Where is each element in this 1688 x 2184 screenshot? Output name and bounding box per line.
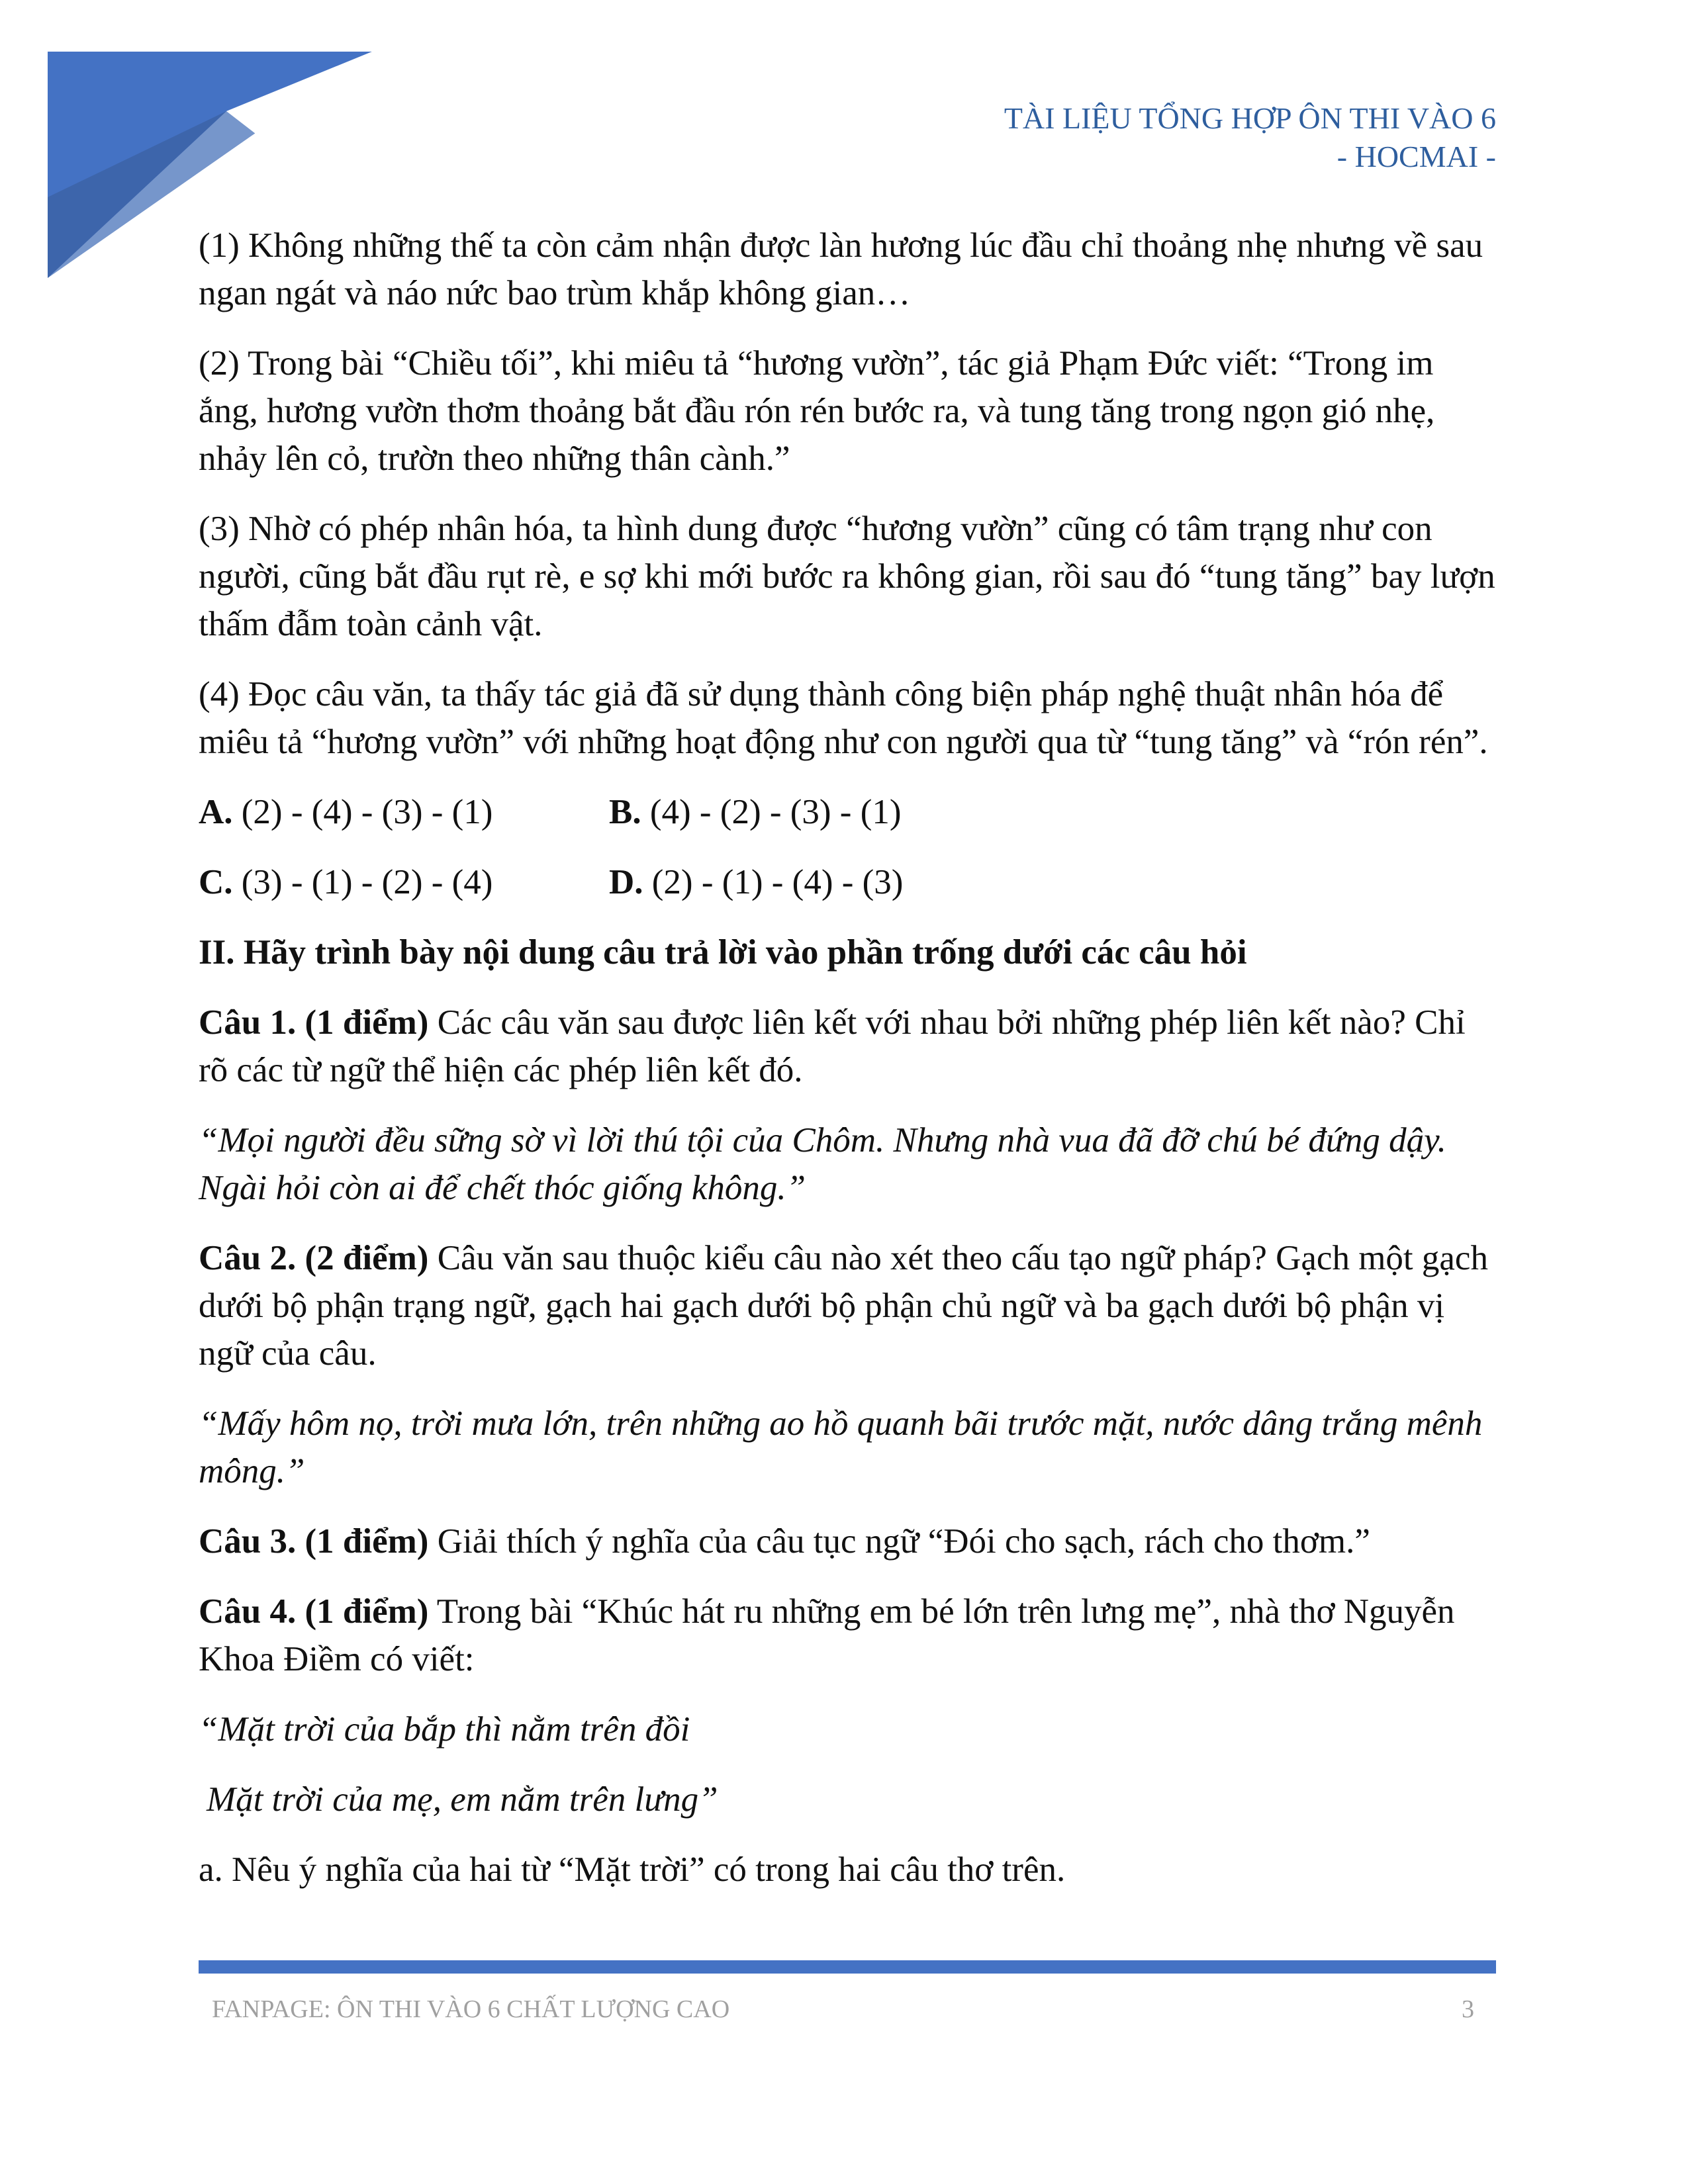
statement-2: (2) Trong bài “Chiều tối”, khi miêu tả “hương vườn”, tác giả Phạm Đức viết: “Trong im ắng, hương vườn thơm thoảng bắt đầu rón rén bước ra, và tung tăng trong ngọn gió nhẹ, nhảy lên cỏ, trườn theo những thân cành.” <box>199 344 1435 478</box>
question-4-part-a: a. Nêu ý nghĩa của hai từ “Mặt trời” có trong hai câu thơ trên. <box>199 1850 1066 1889</box>
statement-1: (1) Không những thế ta còn cảm nhận được làn hương lúc đầu chỉ thoảng nhẹ nhưng về sau ngan ngát và náo nức bao trùm khắp không gian… <box>199 226 1483 312</box>
question-4-verse-2: Mặt trời của mẹ, em nằm trên lưng” <box>207 1780 718 1819</box>
statement-4: (4) Đọc câu văn, ta thấy tác giả đã sử dụng thành công biện pháp nghệ thuật nhân hóa để miêu tả “hương vườn” với những hoạt động như con người qua từ “tung tăng” và “rón rén”. <box>199 675 1488 761</box>
option-c: C. (3) - (1) - (2) - (4) <box>199 863 493 901</box>
question-1-quote: “Mọi người đều sững sờ vì lời thú tội của Chôm. Nhưng nhà vua đã đỡ chú bé đứng dậy. Ngài hỏi còn ai để chết thóc giống không.” <box>199 1121 1446 1207</box>
footer-fanpage: FANPAGE: ÔN THI VÀO 6 CHẤT LƯỢNG CAO <box>212 1995 730 2023</box>
statement-3: (3) Nhờ có phép nhân hóa, ta hình dung được “hương vườn” cũng có tâm trạng như con người, cũng bắt đầu rụt rè, e sợ khi mới bước ra không gian, rồi sau đó “tung tăng” bay lượn thấm đẫm toàn cảnh vật. <box>199 510 1495 643</box>
question-4-verse-1: “Mặt trời của bắp thì nằm trên đồi <box>199 1710 690 1749</box>
header-title: TÀI LIỆU TỔNG HỢP ÔN THI VÀO 6 <box>1004 101 1496 135</box>
question-3: Câu 3. (1 điểm) Giải thích ý nghĩa của câu tục ngữ “Đói cho sạch, rách cho thơm.” <box>199 1522 1370 1561</box>
header-subtitle: - HOCMAI - <box>1336 140 1496 173</box>
option-a: A. (2) - (4) - (3) - (1) <box>199 793 493 831</box>
question-2-quote: “Mấy hôm nọ, trời mưa lớn, trên những ao hồ quanh bãi trước mặt, nước dâng trắng mênh mông.” <box>199 1404 1483 1490</box>
question-2: Câu 2. (2 điểm) Câu văn sau thuộc kiểu câu nào xét theo cấu tạo ngữ pháp? Gạch một gạch dưới bộ phận trạng ngữ, gạch hai gạch dưới bộ phận chủ ngữ và ba gạch dưới bộ phận vị ngữ của câu. <box>199 1239 1488 1373</box>
option-b: B. (4) - (2) - (3) - (1) <box>609 793 902 831</box>
footer-divider <box>199 1960 1496 1974</box>
answer-options <box>199 788 1496 906</box>
question-4: Câu 4. (1 điểm) Trong bài “Khúc hát ru những em bé lớn trên lưng mẹ”, nhà thơ Nguyễn Khoa Điềm có viết: <box>199 1592 1455 1678</box>
section-2-heading: II. Hãy trình bày nội dung câu trả lời vào phần trống dưới các câu hỏi <box>199 933 1247 972</box>
page-header <box>1004 99 1496 176</box>
question-1: Câu 1. (1 điểm) Các câu văn sau được liên kết với nhau bởi những phép liên kết nào? Chỉ rõ các từ ngữ thể hiện các phép liên kết đó. <box>199 1003 1466 1089</box>
page-number: 3 <box>1462 1995 1474 2023</box>
main-content <box>199 222 1496 1916</box>
option-d: D. (2) - (1) - (4) - (3) <box>609 863 904 901</box>
